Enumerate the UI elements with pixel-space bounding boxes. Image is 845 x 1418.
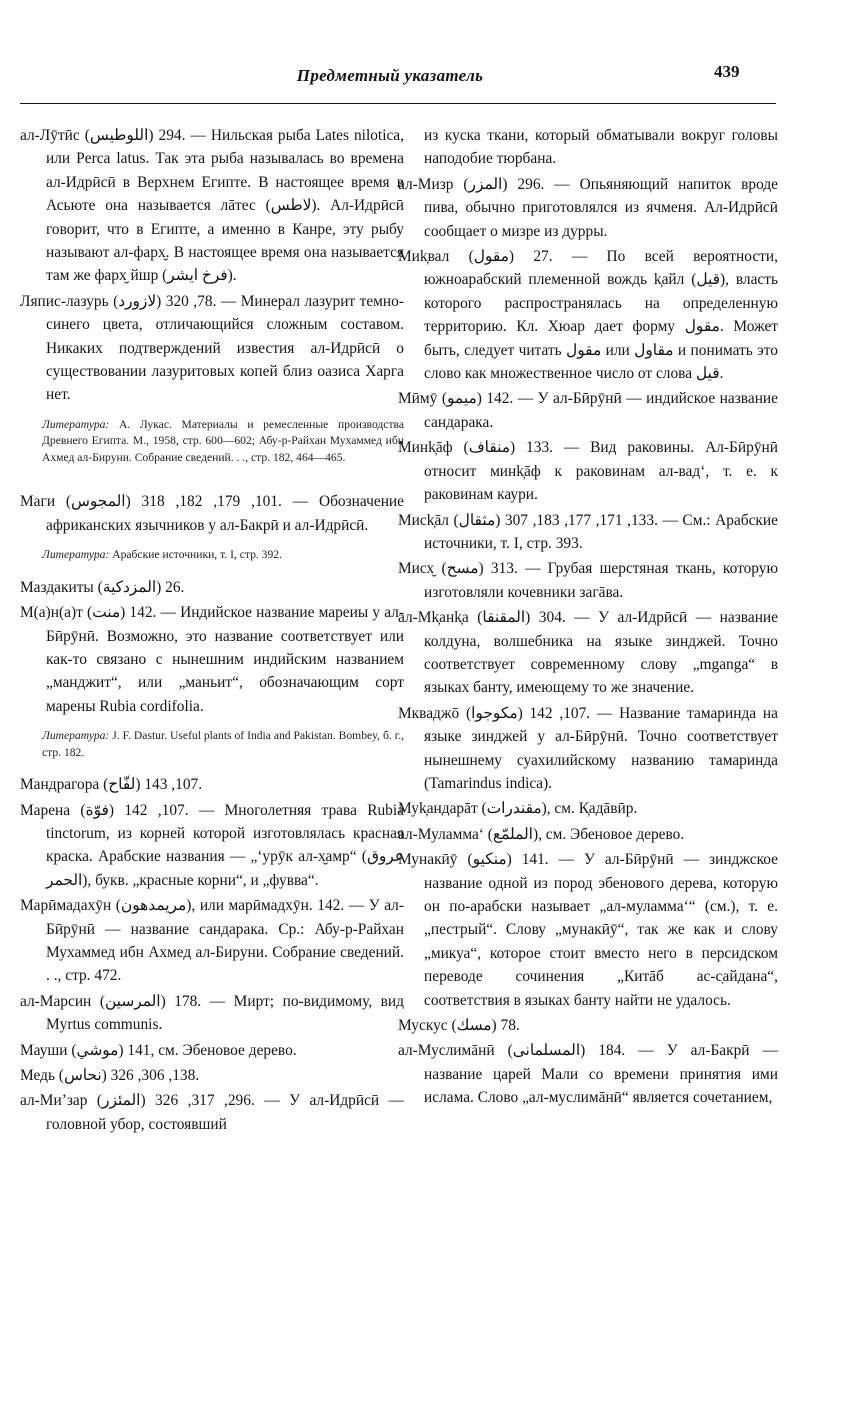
index-entry: ал-Мизр (المزر) 296. — Опьяняющий напиток вроде пива, обычно приготовлялся из ячменя. Ал-Идрӣсӣ сообщает о мизре из дурры.	[398, 175, 779, 240]
literature-label: Литература:	[42, 729, 110, 743]
index-entry: Медь (نحاس) 138, 306, 326.	[20, 1067, 200, 1084]
index-entry: ал-Муслимāнӣ (المسلمانى) 184. — У ал-Бакрӣ — название царей Мали со времени принятия ими ислама. Слово „ал-муслимāнӣ“ является сочетанием,	[398, 1042, 778, 1107]
index-entry: ал-Лӯтӣс (اللوطيس) 294. — Нильская рыба Lates nilotica, или Perca latus. Так эта рыба называлась во времена ал-Идрӣсӣ в Верхнем Египте. В настоящее время в Асьюте она называется лāтес (لاطس). Ал-Идрӣсӣ говорит, что в Египте, а именно в Канре, эту рыбу называют ал-фарх̮. В настоящее время она называется там же фарх̮ йшр (فرخ ايشر).	[20, 127, 404, 285]
index-entry: Марена (فوّة) 107, 142. — Многолетняя трава Rubia tinctorum, из корней которой изготовлялась красная краска. Арабские названия — „ʻурӯк ал-х̮амр“ (عروق الحمر), букв. „красные корни“, и „фувва“.	[20, 801, 404, 889]
literature-label: Литература:	[42, 548, 110, 562]
index-entry: Мускус (مسك) 78.	[398, 1017, 520, 1035]
index-entry: Муk̦андарāт (مقندرات), см. К̦адāвӣр.	[398, 800, 638, 818]
literature-note	[20, 728, 404, 761]
page-number: 439	[714, 62, 740, 81]
index-entry: Мандрагора (لفّاح) 107, 143.	[20, 776, 203, 794]
index-entry: Маздакиты (المزدكية) 26.	[20, 578, 185, 596]
index-entry: ал-Мk̦анk̦а (المقنقا) 304. — У ал-Идрӣсӣ — название колдуна, волшебника на языке зинджей. Точно соответствует современному слову „mganga“ в языках банту, имеющему то же значение.	[398, 609, 778, 697]
index-entry: Миk̦вал (مقول) 27. — По всей вероятности, южноарабский племенной вождь k̦айл (قيل), власть которого распространялась на определенную территорию. Кл. Хюар дает форму مقول. Может быть, следует читать مقول или مقاول и понимать это слово как множественное число от слова قيل.	[398, 248, 779, 383]
running-head: Предметный указатель	[296, 66, 484, 85]
index-entry: Мауши (موشي) 141, см. Эбеновое дерево.	[20, 1041, 297, 1059]
index-entry: Мкваджō (مكوجوا) 107, 142. — Название тамаринда на языке зинджей у ал-Бӣрӯнӣ. Точно соответствует нынешнему суахилийскому названию тамаринда (Tamarindus indica).	[398, 704, 778, 792]
index-entry: Мӣмӯ (ميمو) 142. — У ал-Бӣрӯнӣ — индийское название сандарака.	[398, 390, 778, 431]
literature-note	[20, 547, 404, 564]
left-column	[20, 124, 404, 1138]
index-entry: Мунакӣӯ (منكيو) 141. — У ал-Бӣрӯнӣ — зинджское название одной из пород эбенового дерева, которую он по-арабски называет „ал-муламмаʻ“ (см.), т. е. „пестрый“. Слову „мунакӣӯ“, так же как и слову „микуа“, которое стоит вместо него в персидском переводе сочинения „Китāб ас-с̣айдана“, соответствия в языках банту найти не удалось.	[398, 851, 778, 1009]
literature-label: Литература:	[42, 417, 110, 431]
index-entry: Мисk̦āл (مثقال) 133, 171, 177, 183, 307. — См.: Арабские источники, т. I, стр. 393.	[398, 511, 778, 552]
index-entry: М(а)н(а)т (منت) 142. — Индийское название мареиы у ал-Бӣрӯнӣ. Возможно, это название соответствует или как-то связано с нынешним индийским названием „манджит“, или „маньит“, обозначающим сорт марены Rubia cordifolia.	[20, 604, 404, 715]
index-entry: Маги (المجوس) 101, 179, 182, 318. — Обозначение африканских язычников у ал-Бакрӣ и ал-Идрӣсӣ.	[20, 493, 404, 534]
index-entry: ал-Муламмаʻ (الملمّع), см. Эбеновое дерево.	[398, 825, 685, 843]
right-column	[398, 124, 778, 1112]
index-entry: Марӣмадахӯн (مريمدهون), или марӣмадхӯн. 142. — У ал-Бӣрӯнӣ — название сандарака. Ср.: Абу-р-Райхан Мухаммед ибн Ахмед ал-Бируни. Собрание сведений. . ., стр. 472.	[20, 897, 404, 985]
header-rule	[20, 103, 776, 104]
literature-text: А. Лукас. Материалы и ремесленные производства Древнего Египта. М., 1958, стр. 600—602; Абу-р-Райхан Мухаммед ибн Ахмед ал-Бируни. Собрание сведений. . ., стр. 182, 464—465.	[42, 417, 404, 464]
index-entry: ал-Марсин (المرسين) 178. — Мирт; по-видимому, вид Myrtus communis.	[20, 992, 404, 1034]
literature-text: Арабские источники, т. I, стр. 392.	[112, 548, 282, 562]
index-entry: Ляпис-лазурь (لازورد) 78, 320. — Минерал лазурит темно-синего цвета, отличающийся сложным составом. Никаких подтверждений известия ал-Идрӣсӣ о существовании лазуритовых копей близ оазиса Харга нет.	[20, 292, 404, 404]
literature-note	[20, 417, 404, 467]
literature-text: J. F. Dastur. Useful plants of India and Pakistan. Bombey, б. г., стр. 182.	[42, 729, 404, 759]
index-entry: Мисх̮ (مسح) 313. — Грубая шерстяная ткань, которую изготовляли кочевники загāва.	[398, 560, 778, 601]
index-entry: Минk̦āф (منقاف) 133. — Вид раковины. Ал-Бӣрӯнӣ относит минk̦āф к раковинам ал-вад‘, т. е. к раковинам каури.	[398, 439, 778, 504]
index-entry-continuation: из куска ткани, который обматывали вокруг головы наподобие тюрбана.	[424, 127, 778, 168]
index-entry: ал-Ми’зар (المئزر) 296, 317, 326. — У ал-Идрӣсӣ — головной убор, состоявший	[20, 1092, 405, 1133]
